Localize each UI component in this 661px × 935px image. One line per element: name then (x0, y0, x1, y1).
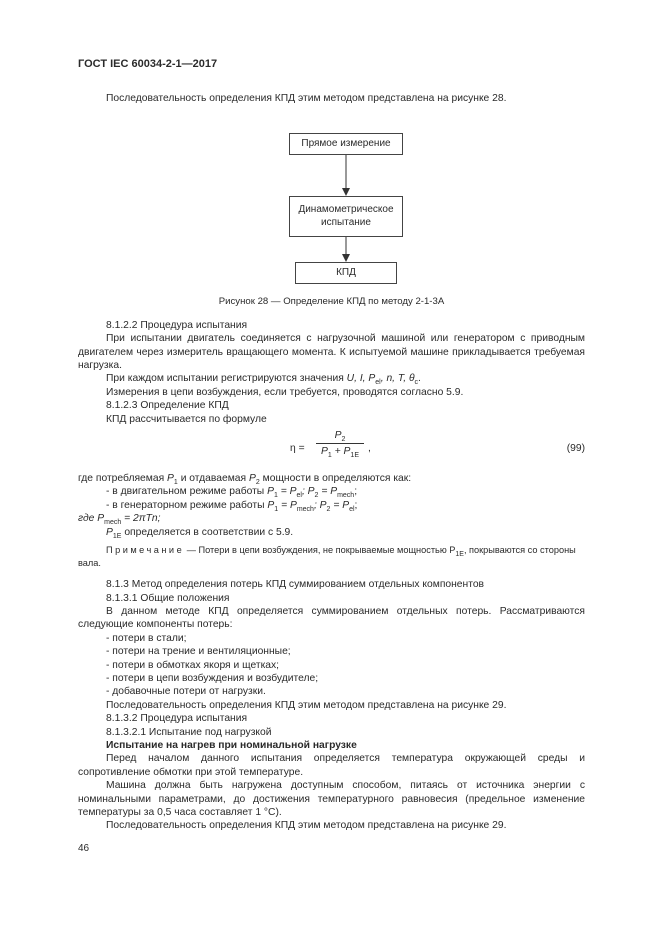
list-item: - потери в обмотках якоря и щетках; (106, 659, 280, 671)
para-where-powers: где потребляемая $P_1$ и отдаваемая $P_2$ мощности в определяются как: (78, 473, 412, 487)
note-label: Примечание (106, 545, 185, 556)
intro-paragraph: Последовательность определения КПД этим методом представлена на рисунке 28. (106, 93, 507, 104)
figure-28-diagram (78, 117, 585, 279)
arrow-head-2 (342, 254, 350, 262)
heading-8-1-3-2-1: 8.1.3.2.1 Испытание под нагрузкой (106, 726, 272, 738)
formula-eta: η = (290, 443, 305, 455)
list-item: - потери на трение и вентиляционные; (106, 646, 291, 658)
list-motor-mode: - в двигательном режиме работы $P_1 = P_{el}$; $P_2 = P_{mech}$; (106, 486, 358, 500)
para-ambient-temp: Перед началом данного испытания определяется температура окружающей среды и сопротивление обмотки при этой температуре. (78, 753, 585, 778)
list-item: - потери в стали; (106, 632, 187, 644)
para-machine-load: Машина должна быть нагружена доступным способом, питаясь от источника энергии с номинальными параметрами, до достижения температурного равновесия (предельное изменение температуры за 0,5 часа составляет 1 °C). (78, 780, 585, 818)
list-item: - добавочные потери от нагрузки. (106, 686, 266, 698)
list-generator-mode: - в генераторном режиме работы $P_1 = P_{mech}$; $P_2 = P_{el}$; (106, 499, 358, 513)
para-pmech-def: где $P_{mech} = 2\pi Tn$; (78, 513, 161, 527)
page-number: 46 (78, 843, 90, 854)
para-summation-method: В данном методе КПД определяется суммированием отдельных потерь. Рассматриваются следующие компоненты потерь: (78, 605, 585, 631)
para-formula-intro: КПД рассчитывается по формуле (106, 413, 267, 425)
formula-denominator: $P_1 + P_{1E}$ (321, 446, 359, 460)
box2-line1: Динамометрическое (298, 204, 394, 216)
formula-numerator: $P_2$ (316, 429, 364, 444)
para-test-procedure: При испытании двигатель соединяется с нагрузочной машиной или генератором с приводным двигателем через измеритель вращающего момента. К испытуемой машине прикладывается требуемая нагрузка. (78, 333, 585, 372)
equation-number: (99) (566, 443, 585, 455)
formula-99: η = $\frac{P_2}{P_1 + P_{1E}}$ , (99) (290, 430, 585, 460)
para-excitation-measure: Измерения в цепи возбуждения, если требуется, проводятся согласно 5.9. (106, 386, 464, 398)
para-p1e-def: $P_{1E}$ определяется в соответствии с 5.9. (106, 526, 294, 540)
arrow-head-1 (342, 188, 350, 196)
heading-8-1-2-2: 8.1.2.2 Процедура испытания (106, 319, 248, 331)
box2-line2: испытание (321, 216, 371, 228)
box-efficiency: КПД (295, 262, 397, 284)
box-dynamometer-test (289, 196, 403, 237)
box-direct-measurement: Прямое измерение (289, 133, 403, 155)
figure-caption: Рисунок 28 — Определение КПД по методу 2-1-3A (218, 296, 445, 308)
heading-8-1-3-2: 8.1.3.2 Процедура испытания (106, 713, 248, 725)
heading-8-1-2-3: 8.1.2.3 Определение КПД (106, 400, 229, 412)
list-item: - потери в цепи возбуждения и возбудителе; (106, 672, 319, 684)
heading-8-1-3: 8.1.3 Метод определения потерь КПД суммированием отдельных компонентов (106, 579, 485, 591)
page-content (78, 92, 585, 833)
note-excitation-losses: Примечание — Потери в цепи возбуждения, не покрываемые мощностью $P_{1E}$, покрываются со стороны вала. (78, 545, 576, 569)
bold-heading-heat-test: Испытание на нагрев при номинальной нагрузке (106, 739, 357, 751)
heading-8-1-3-1: 8.1.3.1 Общие положения (106, 592, 230, 604)
para-recorded-values: При каждом испытании регистрируются значения U, I, $P_{el}$, n, T, $\theta_c$. (106, 373, 421, 387)
formula-fraction (316, 429, 364, 459)
standard-header: ГОСТ IEC 60034-2-1—2017 (78, 58, 218, 70)
para-sequence-fig29-2: Последовательность определения КПД этим методом представлена на рисунке 29. (106, 820, 507, 832)
para-sequence-fig29: Последовательность определения КПД этим методом представлена на рисунке 29. (106, 699, 507, 711)
